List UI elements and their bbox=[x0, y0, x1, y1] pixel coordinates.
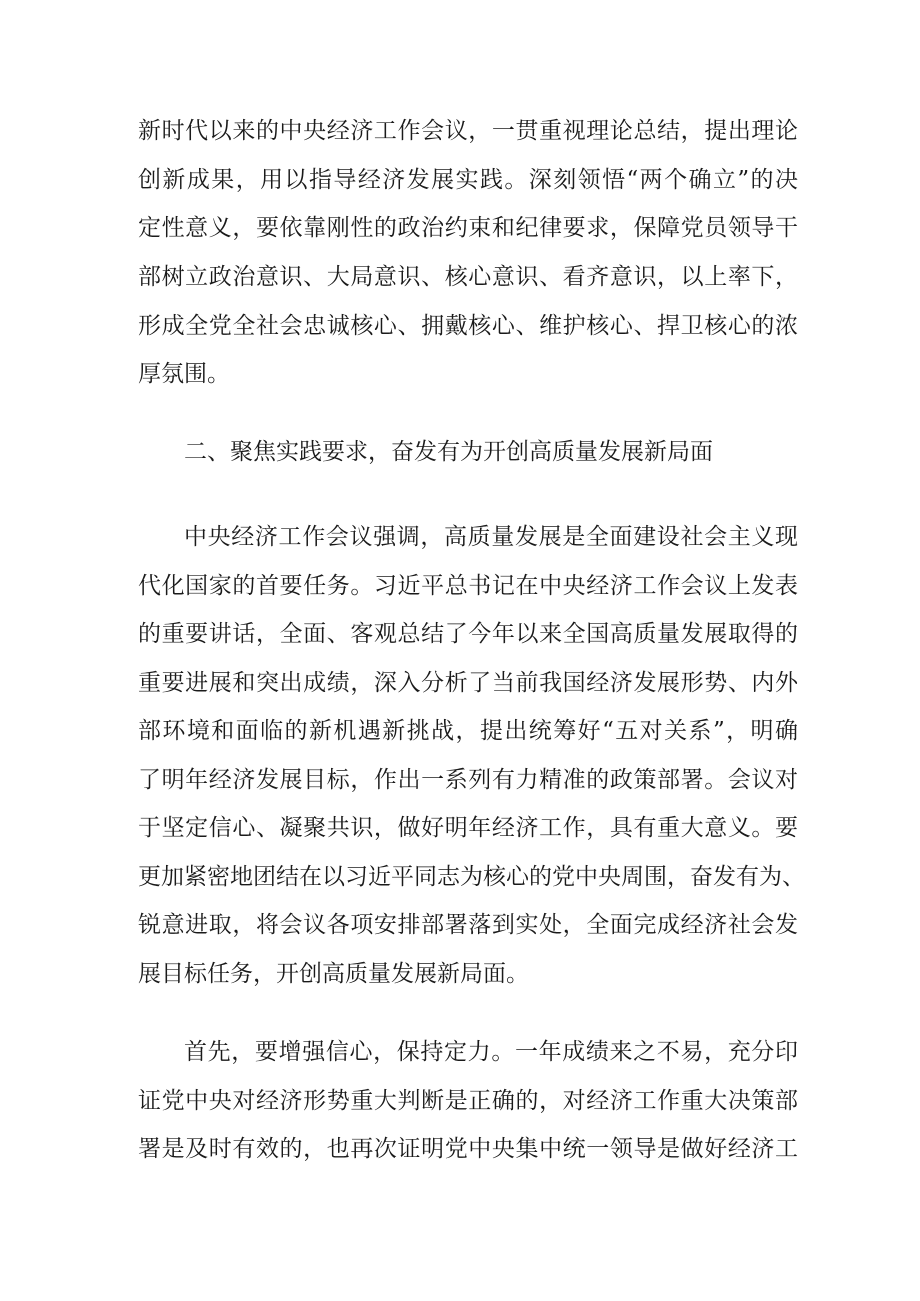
section-heading: 二、聚焦实践要求，奋发有为开创高质量发展新局面 bbox=[184, 439, 713, 465]
paragraph-2-line-9: 锐意进取，将会议各项安排部署落到实处，全面完成经济社会发 bbox=[138, 912, 798, 938]
paragraph-2-line-6: 了明年经济发展目标，作出一系列有力精准的政策部署。会议对 bbox=[138, 767, 798, 793]
paragraph-2-line-1: 中央经济工作会议强调，高质量发展是全面建设社会主义现 bbox=[184, 524, 798, 550]
paragraph-1-line-1: 新时代以来的中央经济工作会议，一贯重视理论总结，提出理论 bbox=[138, 118, 798, 144]
paragraph-2-line-4: 重要进展和突出成绩，深入分析了当前我国经济发展形势、内外 bbox=[138, 670, 798, 696]
paragraph-2-line-5: 部环境和面临的新机遇新挑战，提出统筹好“五对关系”，明确 bbox=[138, 718, 798, 744]
paragraph-1-line-2: 创新成果，用以指导经济发展实践。深刻领悟“两个确立”的决 bbox=[138, 167, 798, 193]
paragraph-2-line-2: 代化国家的首要任务。习近平总书记在中央经济工作会议上发表 bbox=[138, 573, 798, 599]
paragraph-3-line-2: 证党中央对经济形势重大判断是正确的，对经济工作重大决策部 bbox=[138, 1088, 798, 1114]
paragraph-2-line-10: 展目标任务，开创高质量发展新局面。 bbox=[138, 961, 529, 987]
paragraph-1-line-6: 厚氛围。 bbox=[138, 361, 230, 387]
paragraph-3-line-1: 首先，要增强信心，保持定力。一年成绩来之不易，充分印 bbox=[184, 1039, 798, 1065]
paragraph-1-line-3: 定性意义，要依靠刚性的政治约束和纪律要求，保障党员领导干 bbox=[138, 215, 798, 241]
paragraph-2-line-7: 于坚定信心、凝聚共识，做好明年经济工作，具有重大意义。要 bbox=[138, 815, 798, 841]
paragraph-2-line-3: 的重要讲话，全面、客观总结了今年以来全国高质量发展取得的 bbox=[138, 621, 798, 647]
paragraph-3-line-3: 署是及时有效的，也再次证明党中央集中统一领导是做好经济工 bbox=[138, 1136, 798, 1162]
paragraph-2-line-8: 更加紧密地团结在以习近平同志为核心的党中央周围，奋发有为、 bbox=[138, 864, 805, 890]
paragraph-1-line-4: 部树立政治意识、大局意识、核心意识、看齐意识，以上率下， bbox=[138, 264, 798, 290]
paragraph-1-line-5: 形成全党全社会忠诚核心、拥戴核心、维护核心、捍卫核心的浓 bbox=[138, 313, 798, 339]
